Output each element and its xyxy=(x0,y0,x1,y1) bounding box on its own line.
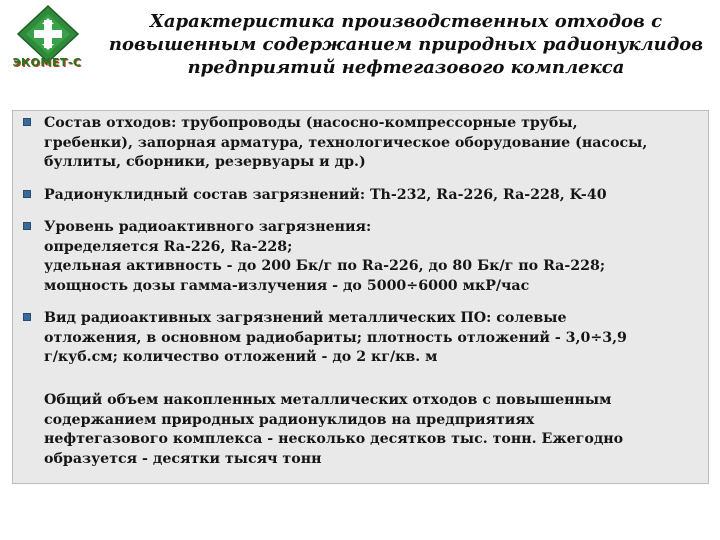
bullet-list xyxy=(12,114,702,380)
bullet-text-line: буллиты, сборники, резервуары и др.) xyxy=(44,154,366,170)
summary-line: нефтегазового комплекса - несколько десятков тыс. тонн. Ежегодно xyxy=(44,431,624,447)
summary-line: Общий объем накопленных металлических отходов с повышенным xyxy=(44,392,612,408)
bullet-text-line: гребенки), запорная арматура, технологическое оборудование (насосы, xyxy=(44,134,648,151)
summary-paragraph xyxy=(44,391,694,469)
square-bullet-icon xyxy=(23,118,31,126)
page-title xyxy=(100,10,712,79)
company-logo xyxy=(8,4,88,84)
bullet-item-contamination-level xyxy=(12,218,702,296)
bullet-text-line: Уровень радиоактивного загрязнения: xyxy=(44,219,372,235)
bullet-text-line: Радионуклидный состав загрязнений: Th-232, Ra-226, Ra-228, K-40 xyxy=(44,186,607,203)
bullet-text-line: г/куб.см; количество отложений - до 2 кг/кв. м xyxy=(44,349,438,365)
diamond-emblem-icon xyxy=(8,4,88,64)
square-bullet-icon xyxy=(23,222,31,230)
bullet-text-line: Состав отходов: трубопроводы (насосно-компрессорные трубы, xyxy=(44,115,578,131)
summary-line: образуется - десятки тысяч тонн xyxy=(44,450,322,467)
title-line: предприятий нефтегазового комплекса xyxy=(187,57,625,78)
bullet-text-line: мощность дозы гамма-излучения - до 5000÷6000 мкР/час xyxy=(44,277,530,294)
summary-line: содержанием природных радионуклидов на предприятиях xyxy=(44,411,535,428)
bullet-item-contamination-type xyxy=(12,309,702,368)
bullet-text-line: отложения, в основном радиобариты; плотность отложений - 3,0÷3,9 xyxy=(44,329,627,346)
square-bullet-icon xyxy=(23,190,31,198)
title-line: Характеристика производственных отходов с xyxy=(149,11,663,32)
bullet-item-radionuclides xyxy=(12,186,702,206)
logo-caption: ЭКОМЕТ-С xyxy=(12,56,82,69)
square-bullet-icon xyxy=(23,313,31,321)
bullet-item-composition xyxy=(12,114,702,173)
title-line: повышенным содержанием природных радионуклидов xyxy=(108,34,704,55)
bullet-text-line: определяется Ra-226, Ra-228; xyxy=(44,238,293,255)
bullet-text-line: Вид радиоактивных загрязнений металлических ПО: солевые xyxy=(44,310,567,326)
bullet-text-line: удельная активность - до 200 Бк/г по Ra-226, до 80 Бк/г по Ra-228; xyxy=(44,258,606,274)
